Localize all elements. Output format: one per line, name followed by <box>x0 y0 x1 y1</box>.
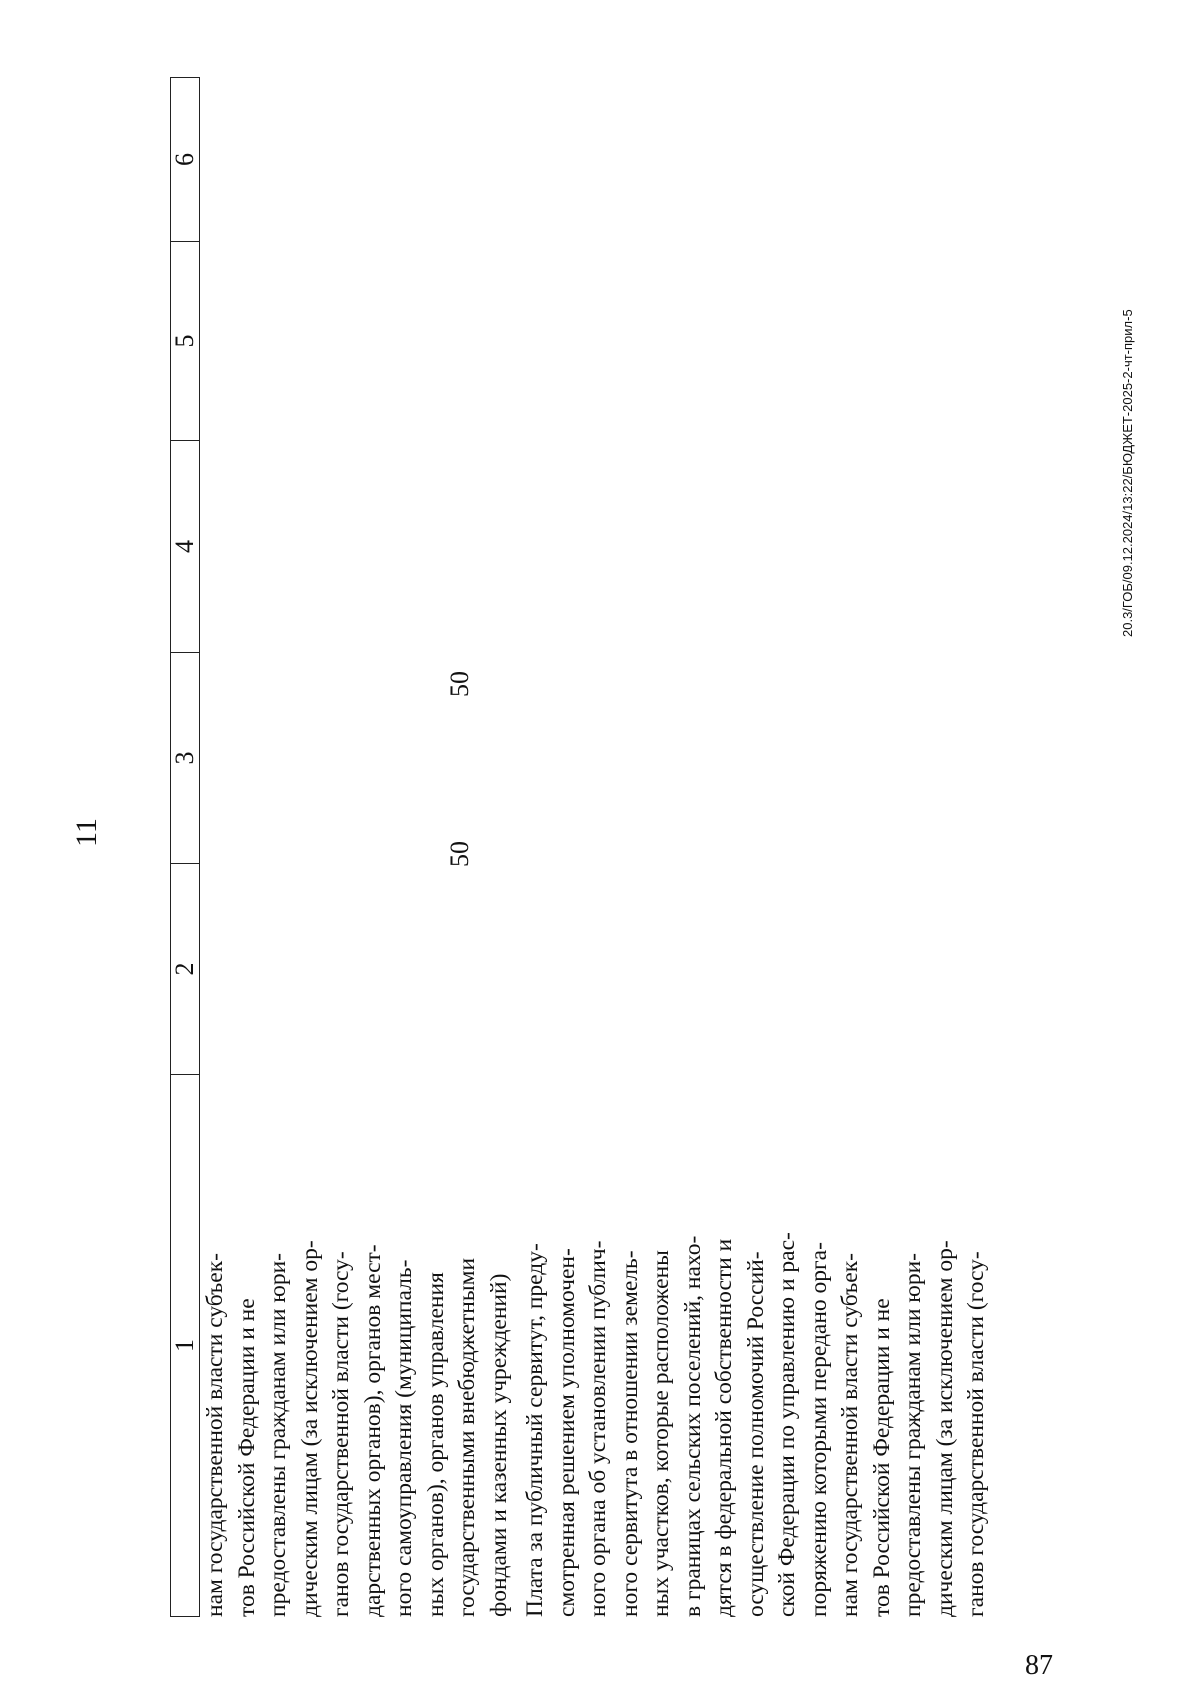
text-line: поряжению которыми передано орга- <box>805 1242 832 1617</box>
text-line: в границах сельских поселений, нахо- <box>679 1235 706 1617</box>
text-line: ской Федерации по управлению и рас- <box>774 1232 800 1617</box>
text-line: ных участков, которые расположены <box>648 1250 674 1617</box>
table-header-row <box>170 77 200 1617</box>
text-line: Плата за публичный сервитут, преду- <box>522 1243 548 1617</box>
header-col-3: 3 <box>171 652 199 863</box>
page-number: 11 <box>70 818 103 847</box>
text-line: дическим лицам (за исключением ор- <box>931 1240 958 1617</box>
footer-stamp: 20.3/ГОБ/09.12.2024/13:22/БЮДЖЕТ-2025-2-чт-прил-5 <box>1120 309 1135 637</box>
text-line: дическим лицам (за исключением ор- <box>296 1240 323 1617</box>
table-row-2-name <box>520 1077 993 1617</box>
text-line: ного самоуправления (муниципаль- <box>391 1259 417 1617</box>
text-line: ных органов), органов управления <box>422 1272 449 1617</box>
header-col-1: 1 <box>171 1074 199 1616</box>
text-line: предоставлены гражданам или юри- <box>900 1253 926 1617</box>
text-line: государственными внебюджетными <box>454 1257 480 1617</box>
text-line: ного сервитута в отношении земель- <box>616 1250 643 1617</box>
text-line: предоставлены гражданам или юри- <box>265 1253 291 1617</box>
text-line: тов Российской Федерации и не <box>868 1298 895 1617</box>
text-line: нам государственной власти субъек- <box>837 1253 863 1617</box>
text-line: ного органа об установлении публич- <box>585 1240 611 1617</box>
text-line: осуществление полномочий Россий- <box>742 1251 769 1617</box>
text-line: смотренная решением уполномочен- <box>553 1248 580 1617</box>
text-line: нам государственной власти субъек- <box>202 1253 228 1617</box>
text-line: дятся в федеральной собственности и <box>711 1238 737 1617</box>
header-col-5: 5 <box>171 241 199 440</box>
header-col-6: 6 <box>170 153 199 166</box>
text-line: фондами и казенных учреждений) <box>485 1273 512 1617</box>
header-col-4: 4 <box>171 440 199 652</box>
table-row-1-col-2: 50 <box>445 841 474 867</box>
header-col-2: 2 <box>171 863 199 1074</box>
text-line: тов Российской Федерации и не <box>233 1298 260 1617</box>
text-line: ганов государственной власти (госу- <box>328 1251 354 1617</box>
table-row-1-name <box>200 1077 515 1617</box>
table-row-1-col-3: 50 <box>445 671 474 697</box>
text-line: ганов государственной власти (госу- <box>963 1251 989 1617</box>
document-page-number: 87 <box>1025 1650 1053 1681</box>
text-line: дарственных органов), органов мест- <box>359 1244 386 1617</box>
